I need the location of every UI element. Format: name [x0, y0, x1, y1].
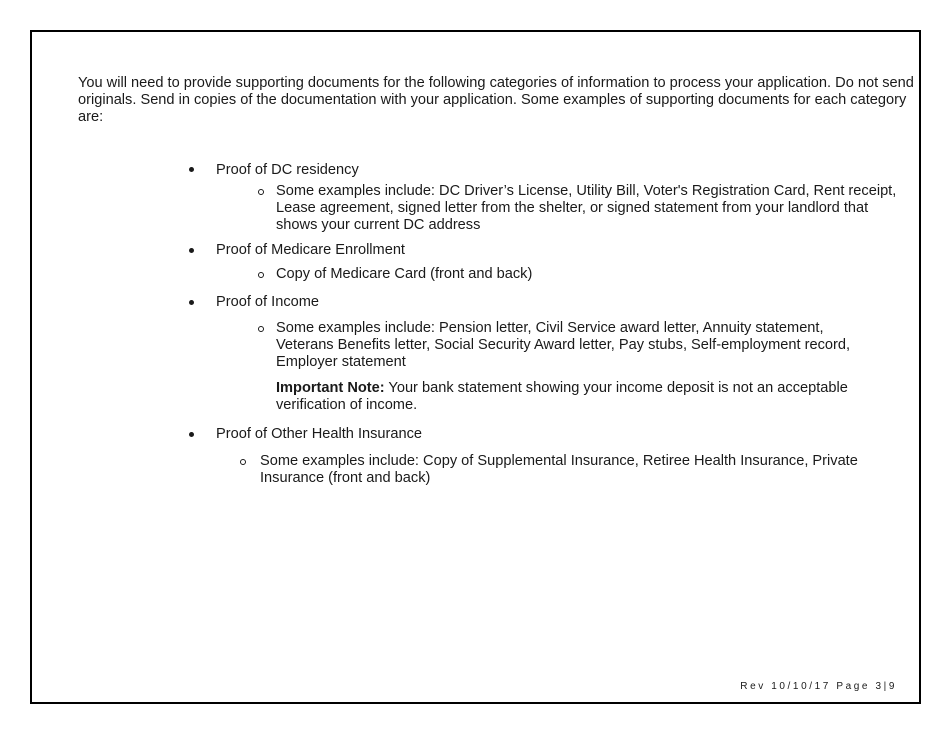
category-example-medicare: Copy of Medicare Card (front and back) — [276, 266, 533, 282]
category-title-other-insurance: Proof of Other Health Insurance — [216, 426, 423, 442]
intro-paragraph: You will need to provide supporting documents for the following categories of information to process your application. Do not send originals. Send in copies of the documentation with your application. Some examples of supporting documents for each category are: — [78, 75, 914, 126]
page-frame — [30, 30, 921, 704]
bullet-dot — [189, 248, 194, 253]
sub-bullet-circle — [240, 459, 246, 465]
category-example-income: Some examples include: Pension letter, Civil Service award letter, Annuity statement, Veterans Benefits letter, Social Security Award letter, Pay stubs, Self-employment record, Employer statement — [276, 320, 851, 371]
important-note-text: Your bank statement showing your income deposit is not an acceptable verification of income. — [276, 380, 848, 414]
category-title-income: Proof of Income — [216, 294, 320, 310]
category-example-dc-residency: Some examples include: DC Driver’s License, Utility Bill, Voter's Registration Card, Rent receipt, Lease agreement, signed letter from the shelter, or signed statement from your landlord that shows your current DC address — [276, 183, 897, 234]
sub-bullet-circle — [258, 189, 264, 195]
important-note — [276, 380, 866, 414]
category-title-dc-residency: Proof of DC residency — [216, 162, 359, 178]
important-note-label: Important Note: — [276, 380, 385, 396]
category-title-medicare: Proof of Medicare Enrollment — [216, 242, 405, 258]
sub-bullet-circle — [258, 326, 264, 332]
category-example-other-insurance: Some examples include: Copy of Supplemental Insurance, Retiree Health Insurance, Private Insurance (front and back) — [260, 453, 858, 487]
bullet-dot — [189, 300, 194, 305]
bullet-dot — [189, 432, 194, 437]
bullet-dot — [189, 167, 194, 172]
page-footer: Rev 10/10/17 Page 3|9 — [740, 681, 897, 692]
sub-bullet-circle — [258, 272, 264, 278]
